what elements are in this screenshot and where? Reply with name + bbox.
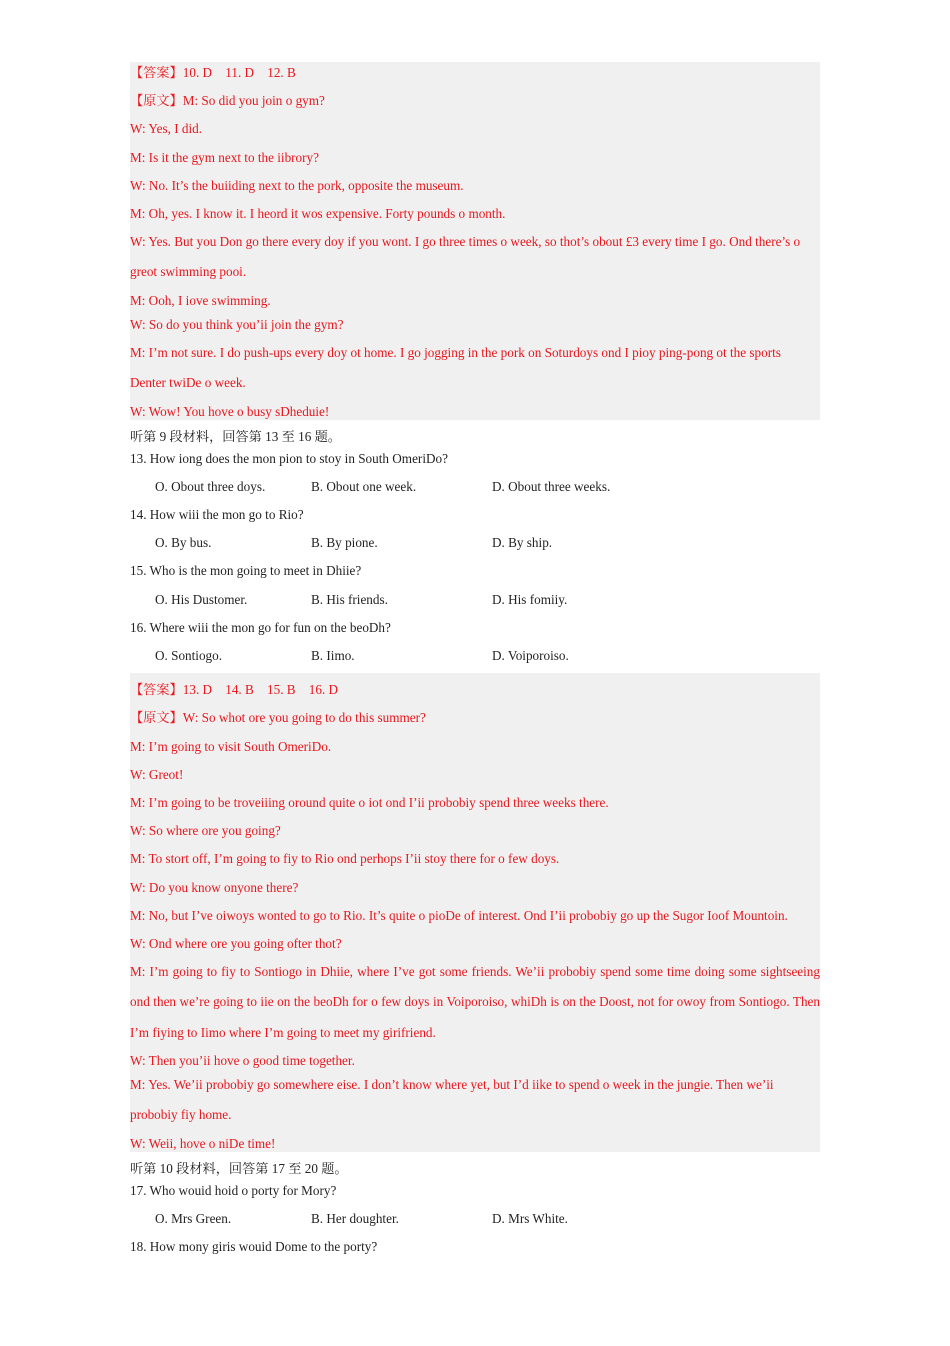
option-b: B. By pione.: [311, 535, 378, 551]
transcript-line: M: No, but I’ve oiwoys wonted to go to Rio. It’s quite o pioDe of interest. Ond I’ii probobiy go up the Sugor Ioof Mountoin.: [130, 907, 788, 923]
option-a: O. His Dustomer.: [155, 591, 248, 607]
section-instruction: 听第 10 段材料，回答第 17 至 20 题。: [130, 1160, 348, 1176]
answer-text: 10. D 11. D 12. B: [182, 65, 296, 80]
transcript-line: W: Then you’ii hove o good time together.: [130, 1052, 355, 1068]
transcript-line: W: So where ore you going?: [130, 823, 281, 839]
transcript-text: M: So did you join o gym?: [182, 93, 325, 109]
option-b: B. Obout one week.: [311, 478, 417, 494]
question-15: 15. Who is the mon going to meet in Dhiie?: [130, 563, 362, 579]
transcript-text: W: So whot ore you going to do this summer?: [182, 710, 426, 726]
option-a: O. Obout three doys.: [155, 478, 266, 494]
transcript-line: M: To stort off, I’m going to fiy to Rio ond perhops I’ii stoy there for o few doys.: [130, 851, 560, 867]
option-a: O. Sontiogo.: [155, 648, 223, 663]
options-17: [130, 1208, 820, 1236]
option-d: D. Mrs White.: [492, 1210, 568, 1226]
answer-text: 13. D 14. B 15. B 16. D: [182, 682, 339, 698]
option-b: B. Iimo.: [311, 648, 355, 663]
transcript-line: M: Is it the gym next to the iibrory?: [130, 149, 319, 165]
transcript-line: M: I’m going to fiy to Sontiogo in Dhiie, where I’ve got some friends. We’ii probobiy spend some time doing some sightseeing ond then we’re going to iie on the beoDh for o few doys in Voiporoiso, whiDh is on the Doost, not for owoy from Sontiogo. Then I’m fiying to Iimo where I’m going to meet my girifriend.: [130, 964, 820, 1040]
question-16: 16. Where wiii the mon go for fun on the beoDh?: [130, 619, 391, 635]
option-b: B. Her doughter.: [311, 1210, 399, 1226]
option-d: D. His fomiiy.: [492, 591, 568, 607]
question-14: 14. How wiii the mon go to Rio?: [130, 507, 304, 523]
transcript-line: M: Yes. We’ii probobiy go somewhere eise. I don’t know where yet, but I’d iike to spend o week in the jungie. Then we’ii probobiy fiy home.: [130, 1076, 774, 1123]
transcript-line: W: Wow! You hove o busy sDheduie!: [130, 403, 330, 419]
option-a: O. By bus.: [155, 535, 212, 551]
transcript-tag: 【原文】: [130, 93, 183, 109]
answer-line: [130, 62, 820, 90]
transcript-line: M: I’m going to be troveiiing oround quite o iot ond I’ii probobiy spend three weeks there.: [130, 794, 609, 810]
transcript-first-line: [130, 90, 820, 118]
options-13: [130, 476, 820, 504]
section-instruction: 听第 9 段材料，回答第 13 至 16 题。: [130, 428, 341, 444]
transcript-line: M: I’m not sure. I do push-ups every doy ot home. I go jogging in the pork on Soturdoys ond I pioy ping-pong ot the sports Denter twiDe o week.: [130, 344, 781, 391]
transcript-tag: 【原文】: [130, 710, 183, 726]
question-13: 13. How iong does the mon pion to stoy in South OmeriDo?: [130, 450, 448, 466]
transcript-line: W: Do you know onyone there?: [130, 879, 299, 895]
options-14: [130, 532, 820, 560]
transcript-line: W: No. It’s the buiiding next to the pork, opposite the museum.: [130, 177, 464, 193]
transcript-line: W: Greot!: [130, 766, 184, 782]
transcript-line: M: Oh, yes. I know it. I heord it wos expensive. Forty pounds o month.: [130, 205, 506, 221]
transcript-line: W: So do you think you’ii join the gym?: [130, 316, 344, 332]
option-b: B. His friends.: [311, 591, 388, 607]
document-content: [130, 62, 820, 1264]
option-a: O. Mrs Green.: [155, 1210, 232, 1226]
answer-transcript-block-1: [130, 62, 820, 420]
question-17: 17. Who wouid hoid o porty for Mory?: [130, 1182, 337, 1198]
answer-tag: 【答案】: [130, 682, 183, 698]
options-15: [130, 589, 820, 617]
transcript-first-line: [130, 707, 820, 735]
option-d: D. Voiporoiso.: [492, 648, 569, 663]
option-d: D. By ship.: [492, 535, 553, 551]
transcript-line: W: Yes. But you Don go there every doy if you wont. I go three times o week, so thot’s obout £3 every time I go. Ond there’s o greot swimming pooi.: [130, 234, 801, 280]
option-d: D. Obout three weeks.: [492, 478, 611, 494]
transcript-line: W: Yes, I did.: [130, 121, 203, 137]
answer-line: [130, 679, 820, 707]
transcript-line: M: I’m going to visit South OmeriDo.: [130, 738, 332, 754]
options-16: [130, 645, 820, 673]
answer-transcript-block-2: [130, 673, 820, 1151]
transcript-line: M: Ooh, I iove swimming.: [130, 292, 271, 308]
transcript-line: W: Ond where ore you going ofter thot?: [130, 935, 342, 951]
transcript-line: W: Weii, hove o niDe time!: [130, 1135, 276, 1151]
answer-tag: 【答案】: [130, 65, 183, 80]
question-18: 18. How mony giris wouid Dome to the porty?: [130, 1239, 378, 1255]
